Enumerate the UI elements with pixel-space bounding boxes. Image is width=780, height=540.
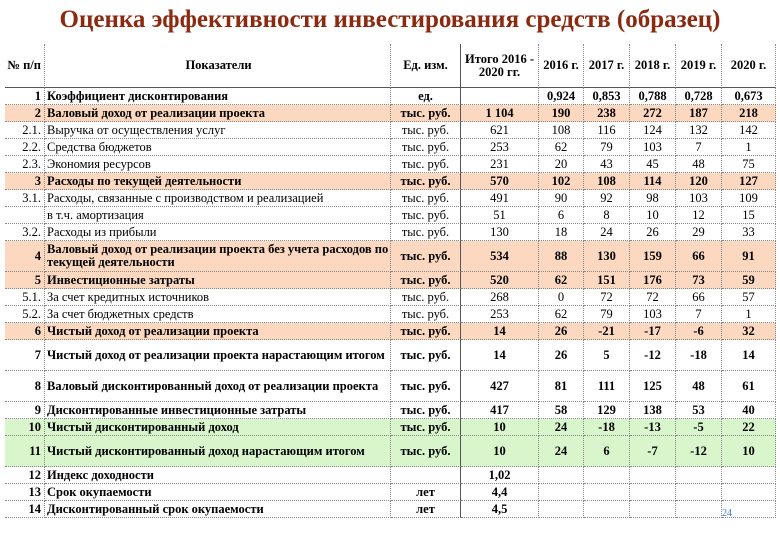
row-value-2019: -18 xyxy=(676,340,722,371)
row-value-2017: -21 xyxy=(584,323,630,340)
row-total: 10 xyxy=(461,419,539,436)
header-name: Показатели xyxy=(45,44,391,88)
row-total: 268 xyxy=(461,289,539,306)
header-year-2019: 2019 г. xyxy=(676,44,722,88)
row-value-2017: 108 xyxy=(584,173,630,190)
row-total: 14 xyxy=(461,340,539,371)
row-value-2018: 10 xyxy=(630,207,676,224)
row-value-2016 xyxy=(539,501,584,518)
row-num: 9 xyxy=(5,402,45,419)
row-unit: лет xyxy=(391,484,461,501)
row-unit: тыс. руб. xyxy=(391,289,461,306)
row-value-2017: 130 xyxy=(584,241,630,272)
row-total: 570 xyxy=(461,173,539,190)
row-value-2019: 29 xyxy=(676,224,722,241)
row-value-2019: 12 xyxy=(676,207,722,224)
investment-table xyxy=(5,44,776,528)
row-value-2019: -6 xyxy=(676,323,722,340)
row-num: 5.1. xyxy=(5,289,45,306)
row-value-2016: 18 xyxy=(539,224,584,241)
row-value-2018: -7 xyxy=(630,436,676,467)
row-name: Чистый доход от реализации проекта нарастающим итогом xyxy=(45,340,391,371)
row-name: в т.ч. амортизация xyxy=(45,207,391,224)
row-name: За счет кредитных источников xyxy=(45,289,391,306)
row-value-2018: 159 xyxy=(630,241,676,272)
row-value-2020: 15 xyxy=(722,207,776,224)
row-value-2017 xyxy=(584,484,630,501)
row-value-2017: 5 xyxy=(584,340,630,371)
row-value-2017: 116 xyxy=(584,122,630,139)
row-value-2016: 26 xyxy=(539,323,584,340)
page-title: Оценка эффективности инвестирования средств (образец) xyxy=(59,6,721,33)
row-unit: тыс. руб. xyxy=(391,156,461,173)
row-num: 14 xyxy=(5,501,45,518)
row-name: Срок окупаемости xyxy=(45,484,391,501)
row-total: 51 xyxy=(461,207,539,224)
row-total: 10 xyxy=(461,436,539,467)
row-num: 3.2. xyxy=(5,224,45,241)
row-value-2018: 72 xyxy=(630,289,676,306)
row-value-2016 xyxy=(539,467,584,484)
row-total: 534 xyxy=(461,241,539,272)
row-value-2020: 32 xyxy=(722,323,776,340)
row-value-2019: 66 xyxy=(676,241,722,272)
row-name: Чистый доход от реализации проекта xyxy=(45,323,391,340)
row-value-2020 xyxy=(722,467,776,484)
row-value-2017 xyxy=(584,501,630,518)
row-value-2020: 109 xyxy=(722,190,776,207)
row-name: Коэффициент дисконтирования xyxy=(45,88,391,105)
header-total: Итого 2016 - 2020 гг. xyxy=(461,44,539,88)
row-unit: тыс. руб. xyxy=(391,241,461,272)
row-value-2019 xyxy=(676,501,722,518)
row-value-2019: 7 xyxy=(676,306,722,323)
row-total: 520 xyxy=(461,272,539,289)
row-total: 4,5 xyxy=(461,501,539,518)
row-value-2018: 0,788 xyxy=(630,88,676,105)
row-value-2018: 103 xyxy=(630,139,676,156)
row-num: 13 xyxy=(5,484,45,501)
row-value-2016: 0 xyxy=(539,289,584,306)
row-name: Дисконтированный срок окупаемости xyxy=(45,501,391,518)
row-value-2018: 114 xyxy=(630,173,676,190)
row-unit: тыс. руб. xyxy=(391,371,461,402)
row-unit xyxy=(391,467,461,484)
row-name: Чистый дисконтированный доход нарастающим итогом xyxy=(45,436,391,467)
row-unit: тыс. руб. xyxy=(391,173,461,190)
row-num: 10 xyxy=(5,419,45,436)
row-value-2018: 176 xyxy=(630,272,676,289)
row-value-2017 xyxy=(584,467,630,484)
row-value-2017: 0,853 xyxy=(584,88,630,105)
row-value-2019: -12 xyxy=(676,436,722,467)
row-value-2016: 62 xyxy=(539,272,584,289)
row-value-2016: 20 xyxy=(539,156,584,173)
row-unit: тыс. руб. xyxy=(391,224,461,241)
row-value-2020 xyxy=(722,484,776,501)
row-unit: тыс. руб. xyxy=(391,105,461,122)
row-name: Дисконтированные инвестиционные затраты xyxy=(45,402,391,419)
header-year-2018: 2018 г. xyxy=(630,44,676,88)
row-value-2019: 48 xyxy=(676,156,722,173)
row-value-2017: 24 xyxy=(584,224,630,241)
row-value-2018: 138 xyxy=(630,402,676,419)
row-num: 2.2. xyxy=(5,139,45,156)
row-value-2020: 61 xyxy=(722,371,776,402)
row-value-2016: 0,924 xyxy=(539,88,584,105)
row-num: 3.1. xyxy=(5,190,45,207)
header-year-2020: 2020 г. xyxy=(722,44,776,88)
row-name: Средства бюджетов xyxy=(45,139,391,156)
row-value-2016: 62 xyxy=(539,306,584,323)
row-value-2019: 103 xyxy=(676,190,722,207)
row-value-2016: 62 xyxy=(539,139,584,156)
row-value-2018: 98 xyxy=(630,190,676,207)
row-name: Инвестиционные затраты xyxy=(45,272,391,289)
row-value-2019: 187 xyxy=(676,105,722,122)
row-value-2017: 79 xyxy=(584,306,630,323)
row-value-2019: 120 xyxy=(676,173,722,190)
row-value-2019: 73 xyxy=(676,272,722,289)
row-unit: тыс. руб. xyxy=(391,139,461,156)
row-value-2019: 0,728 xyxy=(676,88,722,105)
row-total: 1 104 xyxy=(461,105,539,122)
row-value-2018 xyxy=(630,467,676,484)
row-name: Экономия ресурсов xyxy=(45,156,391,173)
header-year-2017: 2017 г. xyxy=(584,44,630,88)
row-name: Валовый дисконтированный доход от реализации проекта xyxy=(45,371,391,402)
row-value-2020: 1 xyxy=(722,306,776,323)
row-unit: тыс. руб. xyxy=(391,402,461,419)
row-value-2019: 53 xyxy=(676,402,722,419)
row-value-2017: 79 xyxy=(584,139,630,156)
row-value-2016: 90 xyxy=(539,190,584,207)
row-value-2018: 272 xyxy=(630,105,676,122)
row-value-2018: 103 xyxy=(630,306,676,323)
row-unit: тыс. руб. xyxy=(391,340,461,371)
row-value-2017: 238 xyxy=(584,105,630,122)
row-value-2017: 111 xyxy=(584,371,630,402)
row-value-2020: 75 xyxy=(722,156,776,173)
row-value-2019 xyxy=(676,484,722,501)
row-num: 8 xyxy=(5,371,45,402)
row-value-2019: -5 xyxy=(676,419,722,436)
row-name: Выручка от осуществления услуг xyxy=(45,122,391,139)
row-unit: тыс. руб. xyxy=(391,207,461,224)
row-value-2019 xyxy=(676,467,722,484)
row-total: 621 xyxy=(461,122,539,139)
row-value-2020: 91 xyxy=(722,241,776,272)
header-num: № п/п xyxy=(5,44,45,88)
row-name: Расходы, связанные с производством и реализацией xyxy=(45,190,391,207)
row-value-2017: 43 xyxy=(584,156,630,173)
row-value-2018: 124 xyxy=(630,122,676,139)
row-unit: тыс. руб. xyxy=(391,272,461,289)
row-value-2020: 40 xyxy=(722,402,776,419)
row-total: 253 xyxy=(461,306,539,323)
row-total: 4,4 xyxy=(461,484,539,501)
row-value-2020: 1 xyxy=(722,139,776,156)
row-total: 14 xyxy=(461,323,539,340)
row-value-2020: 22 xyxy=(722,419,776,436)
row-value-2017: 151 xyxy=(584,272,630,289)
row-value-2016: 58 xyxy=(539,402,584,419)
row-value-2018: 26 xyxy=(630,224,676,241)
row-value-2020: 218 xyxy=(722,105,776,122)
row-value-2020: 127 xyxy=(722,173,776,190)
row-num: 5 xyxy=(5,272,45,289)
row-value-2019: 48 xyxy=(676,371,722,402)
row-value-2018 xyxy=(630,501,676,518)
row-value-2018: 125 xyxy=(630,371,676,402)
row-value-2020: 0,673 xyxy=(722,88,776,105)
row-unit: тыс. руб. xyxy=(391,436,461,467)
row-value-2020: 57 xyxy=(722,289,776,306)
row-unit: тыс. руб. xyxy=(391,190,461,207)
row-name: Индекс доходности xyxy=(45,467,391,484)
row-unit: лет xyxy=(391,501,461,518)
row-unit: тыс. руб. xyxy=(391,323,461,340)
row-total: 417 xyxy=(461,402,539,419)
row-value-2016: 88 xyxy=(539,241,584,272)
header-unit: Ед. изм. xyxy=(391,44,461,88)
row-value-2017: 8 xyxy=(584,207,630,224)
row-value-2016: 24 xyxy=(539,436,584,467)
header-year-2016: 2016 г. xyxy=(539,44,584,88)
row-num: 2.1. xyxy=(5,122,45,139)
row-value-2020: 14 xyxy=(722,340,776,371)
row-value-2017: 129 xyxy=(584,402,630,419)
row-total: 1,02 xyxy=(461,467,539,484)
row-unit: тыс. руб. xyxy=(391,122,461,139)
row-value-2017: 92 xyxy=(584,190,630,207)
row-name: Чистый дисконтированный доход xyxy=(45,419,391,436)
row-value-2016: 190 xyxy=(539,105,584,122)
row-value-2016: 102 xyxy=(539,173,584,190)
page-number: 24 xyxy=(722,508,732,519)
row-total xyxy=(461,88,539,105)
row-value-2017: 6 xyxy=(584,436,630,467)
row-num: 7 xyxy=(5,340,45,371)
row-unit: тыс. руб. xyxy=(391,419,461,436)
row-num: 1 xyxy=(5,88,45,105)
row-value-2016: 6 xyxy=(539,207,584,224)
row-num: 3 xyxy=(5,173,45,190)
row-num xyxy=(5,207,45,224)
row-name: Расходы из прибыли xyxy=(45,224,391,241)
row-unit: ед. xyxy=(391,88,461,105)
row-num: 11 xyxy=(5,436,45,467)
row-value-2018: 45 xyxy=(630,156,676,173)
row-num: 6 xyxy=(5,323,45,340)
row-value-2016: 108 xyxy=(539,122,584,139)
row-num: 12 xyxy=(5,467,45,484)
row-value-2019: 7 xyxy=(676,139,722,156)
row-total: 427 xyxy=(461,371,539,402)
row-num: 5.2. xyxy=(5,306,45,323)
row-total: 491 xyxy=(461,190,539,207)
row-value-2018 xyxy=(630,484,676,501)
row-value-2020: 33 xyxy=(722,224,776,241)
row-value-2020: 10 xyxy=(722,436,776,467)
row-name: Валовый доход от реализации проекта xyxy=(45,105,391,122)
row-name: Валовый доход от реализации проекта без учета расходов по текущей деятельности xyxy=(45,241,391,272)
row-value-2020: 59 xyxy=(722,272,776,289)
row-num: 2.3. xyxy=(5,156,45,173)
row-num: 4 xyxy=(5,241,45,272)
row-value-2018: -12 xyxy=(630,340,676,371)
row-value-2019: 66 xyxy=(676,289,722,306)
row-name: За счет бюджетных средств xyxy=(45,306,391,323)
row-value-2018: -13 xyxy=(630,419,676,436)
row-total: 130 xyxy=(461,224,539,241)
row-value-2016: 24 xyxy=(539,419,584,436)
row-total: 253 xyxy=(461,139,539,156)
row-value-2016: 81 xyxy=(539,371,584,402)
row-value-2016: 26 xyxy=(539,340,584,371)
row-total: 231 xyxy=(461,156,539,173)
row-unit: тыс. руб. xyxy=(391,306,461,323)
row-value-2020: 142 xyxy=(722,122,776,139)
row-name: Расходы по текущей деятельности xyxy=(45,173,391,190)
row-value-2016 xyxy=(539,484,584,501)
row-value-2017: 72 xyxy=(584,289,630,306)
row-value-2019: 132 xyxy=(676,122,722,139)
row-num: 2 xyxy=(5,105,45,122)
row-value-2017: -18 xyxy=(584,419,630,436)
row-value-2018: -17 xyxy=(630,323,676,340)
